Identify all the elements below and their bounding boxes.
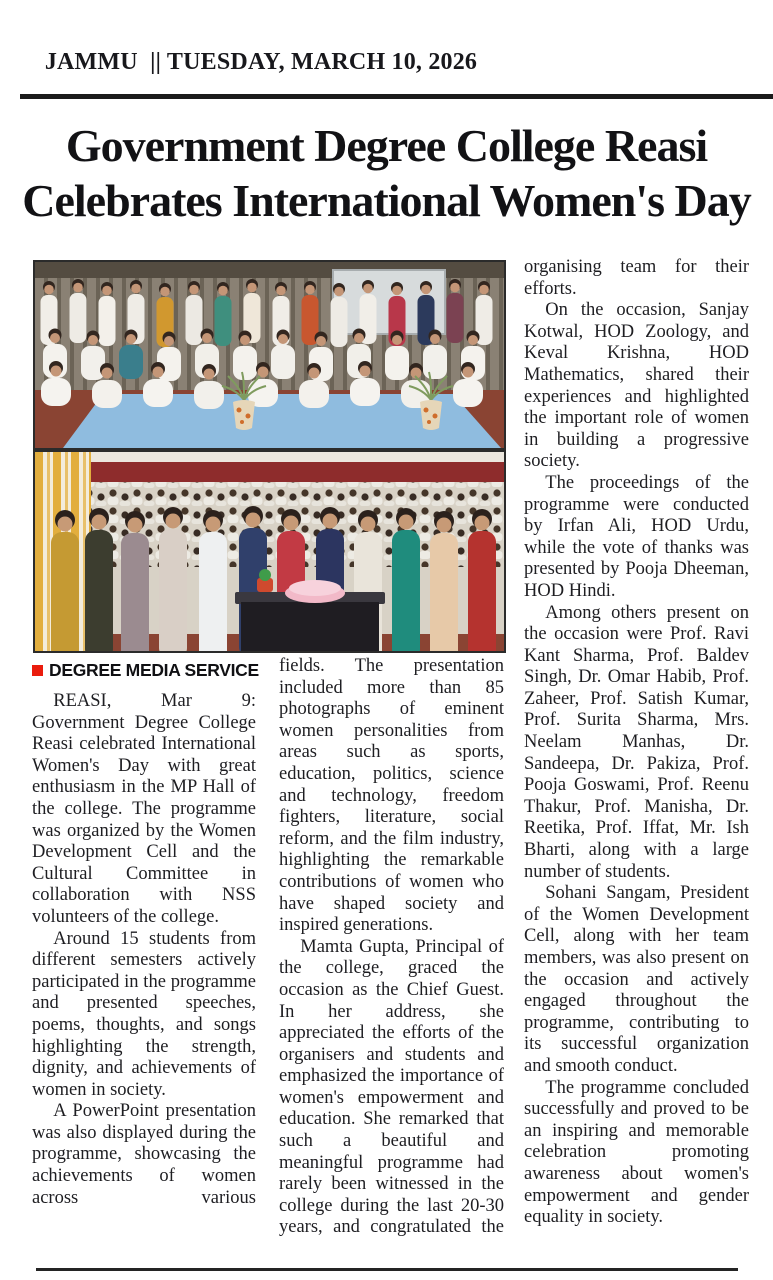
article-headline xyxy=(0,118,773,228)
article-paragraph: REASI, Mar 9: Government Degree College Reasi celebrated International Women's Day with great enthusiasm in the MP Hall of the college. The programme was organized by the Women Development Cell and the Cultural Committee in collaboration with NSS volunteers of the college. xyxy=(32,691,256,927)
article-column-1 xyxy=(32,691,256,1257)
byline-bullet-icon xyxy=(32,665,43,676)
article-paragraph: The programme concluded successfully and proved to be an inspiring and memorable celebration promoting awareness about women's empowerment and gender equality in society. xyxy=(524,1077,749,1228)
article-paragraph: fields. The presentation included more than 85 photographs of eminent women personalities from areas such as sports, education, politics, science and technology, freedom fighters, literature, social reform, and the film industry, highlighting the remarkable contributions of women who have shaped society and inspired generations. xyxy=(279,656,504,936)
masthead xyxy=(20,22,477,103)
photo-cake-cutting xyxy=(33,450,506,653)
article-column-3 xyxy=(524,257,749,1269)
article-paragraph: organising team for their efforts. xyxy=(524,257,749,299)
masthead-date-line: JAMMU || TUESDAY, MARCH 10, 2026 xyxy=(44,49,478,75)
article-paragraph: A PowerPoint presentation was also displayed during the programme, showcasing the achievements of women across various xyxy=(32,1101,256,1208)
article-paragraph: On the occasion, Sanjay Kotwal, HOD Zoology, and Keval Krishna, HOD Mathematics, shared their experiences and highlighted the important role of women in building a progressive society. xyxy=(524,300,749,472)
footer-divider-rule xyxy=(36,1268,738,1271)
article-paragraph: Around 15 students from different semesters actively participated in the programme and presented speeches, poems, thoughts, and songs highlighting the strength, dignity, and achievements of women in society. xyxy=(32,928,256,1100)
article-paragraph: Among others present on the occasion were Prof. Ravi Kant Sharma, Prof. Baldev Singh, Dr. Omar Habib, Prof. Zaheer, Prof. Satish Kumar, Prof. Surita Sharma, Mrs. Neelam Manhas, Dr. Sandeepa, Dr. Pakiza, Prof. Pooja Goswami, Prof. Reenu Thakur, Prof. Manisha, Dr. Reetika, Prof. Iffat, Mr. Ish Bharti, along with a large number of students. xyxy=(524,602,749,882)
article-paragraph: Mamta Gupta, Principal of the college, graced the occasion as the Chief Guest. In her address, she appreciated the efforts of the organisers and students and emphasized the importance of women's empowerment and education. She remarked that such a beautiful and meaningful programme had rarely been witnessed in the college during the last 20-30 years, and congratulated the xyxy=(279,936,504,1238)
header-divider-rule xyxy=(20,94,773,99)
headline-line-2: Celebrates International Women's Day xyxy=(22,175,751,226)
byline xyxy=(32,660,259,680)
article-paragraph: Sohani Sangam, President of the Women Development Cell, along with her team members, was also present on the occasion and actively engaged throughout the programme, contributing to its successful organization and smooth conduct. xyxy=(524,883,749,1076)
byline-agency: DEGREE MEDIA SERVICE xyxy=(49,659,259,680)
photo-cake-cutting-illustration xyxy=(35,452,504,651)
photo-stage-group-illustration xyxy=(35,262,504,448)
article-column-2 xyxy=(279,656,504,1260)
headline-line-1: Government Degree College Reasi xyxy=(65,120,708,171)
photo-stage-group xyxy=(33,260,506,450)
article-paragraph: The proceedings of the programme were conducted by Irfan Ali, HOD Urdu, while the vote of thanks was presented by Pooja Dheeman, HOD Hindi. xyxy=(524,472,749,601)
